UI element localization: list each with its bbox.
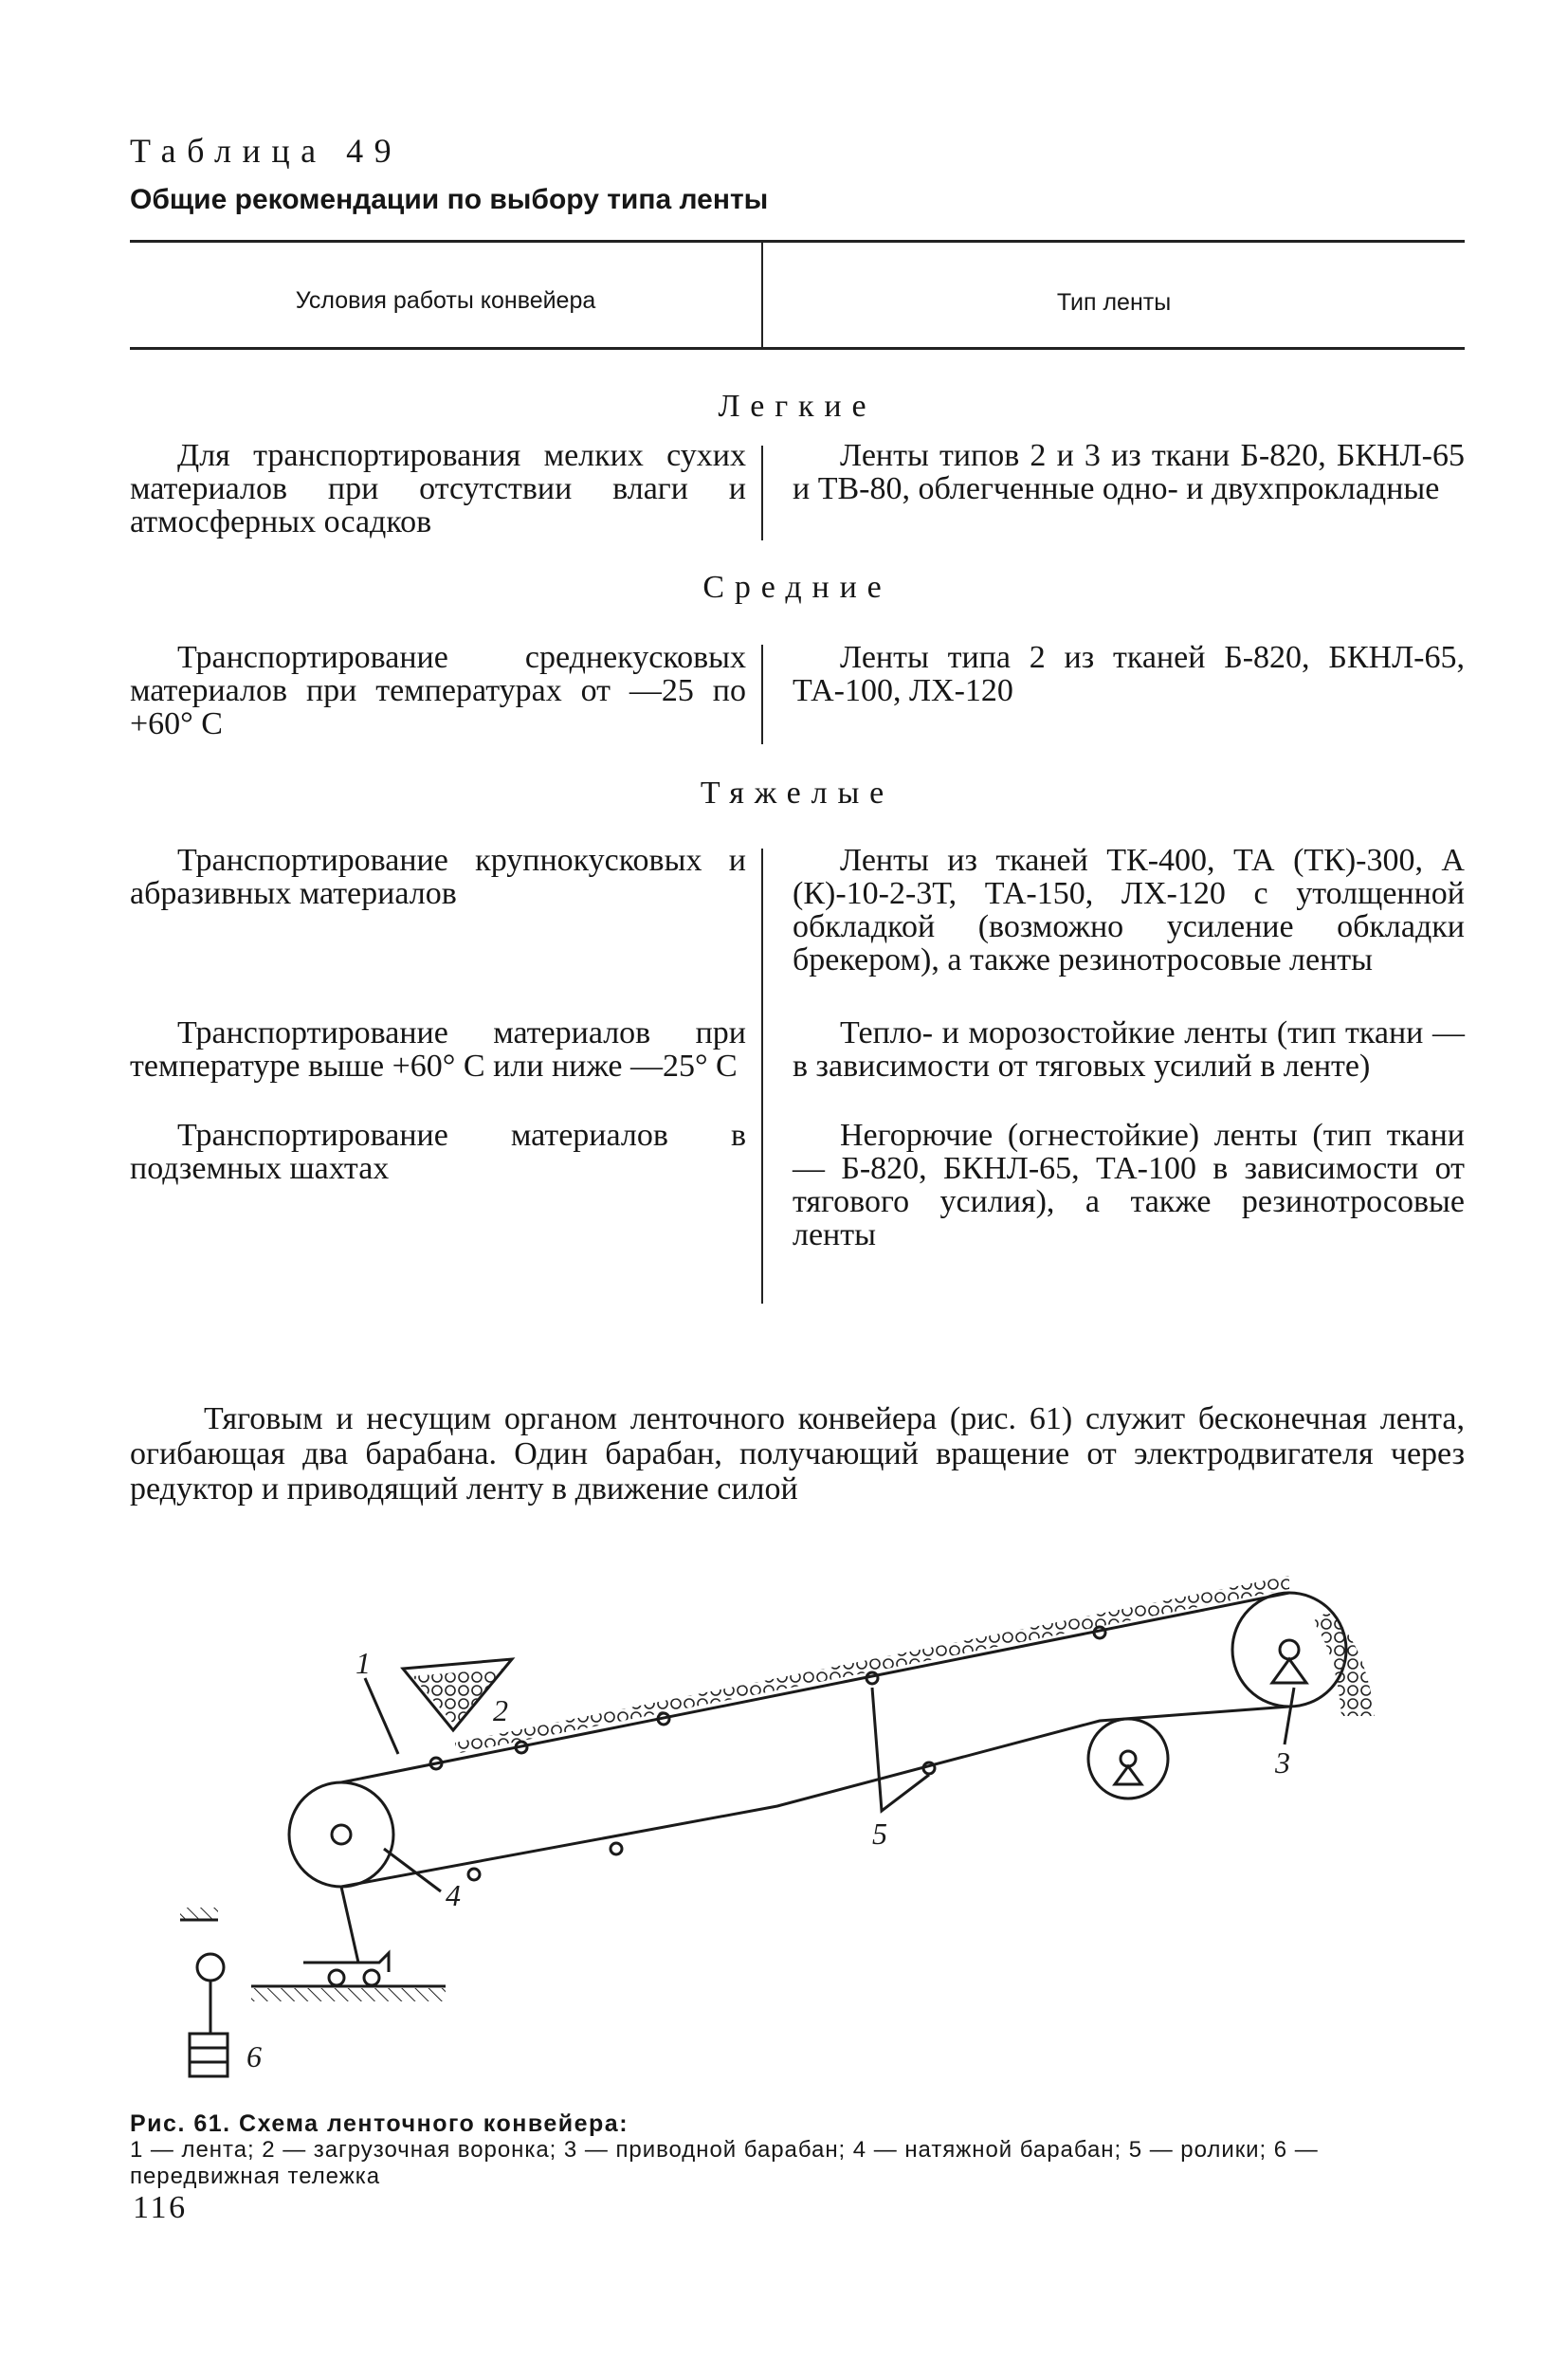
conveyor-diagram	[152, 1564, 1460, 2105]
drive-drum-support	[1272, 1659, 1306, 1683]
label-2: 2	[493, 1693, 508, 1727]
row-heavy-3-conditions: Транспортирование материалов в подземных шахтах	[130, 1118, 746, 1186]
section-heading-medium: Средние	[702, 570, 892, 605]
tension-drum	[289, 1782, 393, 1887]
row-heavy-3-belt-type: Негорючие (огнестойкие) ленты (тип ткани — Б-820, БКНЛ-65, ТА-100 в зависимости от тягового усилия), а также резинотросовые ленты	[793, 1118, 1465, 1252]
roller	[611, 1843, 622, 1854]
column-divider	[761, 645, 763, 744]
table-top-rule	[130, 240, 1465, 243]
deflection-drum	[1088, 1719, 1168, 1799]
row-heavy-1-conditions: Транспортирование крупнокусковых и абразивных материалов	[130, 843, 746, 911]
label-3: 3	[1275, 1745, 1290, 1780]
label-6: 6	[246, 2039, 262, 2073]
label-5: 5	[872, 1817, 887, 1851]
row-light-conditions: Для транспортирования мелких сухих материалов при отсутствии влаги и атмосферных осадков	[130, 438, 746, 539]
section-heading-light: Легкие	[718, 389, 877, 424]
header-bottom-rule	[130, 347, 1465, 350]
row-heavy-2-belt-type: Тепло- и морозостойкие ленты (тип ткани — в зависимости от тяговых усилий в ленте)	[793, 1015, 1465, 1084]
roller	[468, 1869, 480, 1880]
leader-line-5	[872, 1688, 929, 1811]
caption-text: 1 — лента; 2 — загрузочная воронка; 3 — приводной барабан; 4 — натяжной барабан; 5 — ролики; 6 — передвижная тележка	[130, 2137, 1319, 2189]
discharge-material	[1313, 1612, 1375, 1716]
column-divider	[761, 446, 763, 540]
ground-hatching	[251, 1988, 446, 2001]
cart-frame	[303, 1953, 389, 1972]
belt-material	[455, 1576, 1289, 1754]
counterweight	[190, 2034, 228, 2076]
table-title: Общие рекомендации по выбору типа ленты	[130, 184, 769, 215]
column-divider	[761, 849, 763, 1304]
label-4: 4	[446, 1878, 461, 1912]
leader-line-1	[365, 1678, 398, 1754]
row-heavy-1-belt-type: Ленты из тканей ТК-400, ТА (ТК)-300, А (К)-10-2-3Т, ТА-150, ЛХ-120 с утолщенной обкладкой (возможно усиление обкладки брекером), а также резинотросовые ленты	[793, 843, 1465, 977]
cable-pulley	[197, 1954, 224, 1981]
cart-link	[341, 1887, 358, 1963]
label-1: 1	[356, 1646, 371, 1680]
table-number: Таблица 49	[130, 132, 403, 170]
page-number: 116	[133, 2190, 188, 2225]
header-belt-type: Тип ленты	[1056, 289, 1172, 316]
row-light-belt-type: Ленты типов 2 и 3 из ткани Б-820, БКНЛ-65 и ТВ-80, облегченные одно- и двухпрокладные	[793, 438, 1465, 506]
caption-title: Рис. 61. Схема ленточного конвейера:	[130, 2110, 629, 2137]
row-medium-conditions: Транспортирование среднекусковых материалов при температурах от —25 по +60° С	[130, 640, 746, 741]
mount-hatching	[180, 1908, 218, 1919]
header-conditions: Условия работы конвейера	[295, 287, 596, 314]
row-heavy-2-conditions: Транспортирование материалов при температуре выше +60° С или ниже —25° С	[130, 1015, 746, 1084]
leader-line-3	[1285, 1688, 1294, 1744]
drive-drum-axle	[1280, 1640, 1299, 1659]
body-paragraph: Тяговым и несущим органом ленточного конвейера (рис. 61) служит бесконечная лента, огибающая два барабана. Один барабан, получающий вращение от электродвигателя через редуктор и приводящий ленту в движение силой	[130, 1401, 1465, 1507]
belt-lower-strand	[341, 1707, 1289, 1887]
deflection-drum-support	[1115, 1766, 1141, 1784]
row-medium-belt-type: Ленты типа 2 из тканей Б-820, БКНЛ-65, ТА-100, ЛХ-120	[793, 640, 1465, 708]
tension-drum-axle	[332, 1825, 351, 1844]
section-heading-heavy: Тяжелые	[700, 776, 895, 811]
figure-caption	[130, 2110, 1476, 2190]
